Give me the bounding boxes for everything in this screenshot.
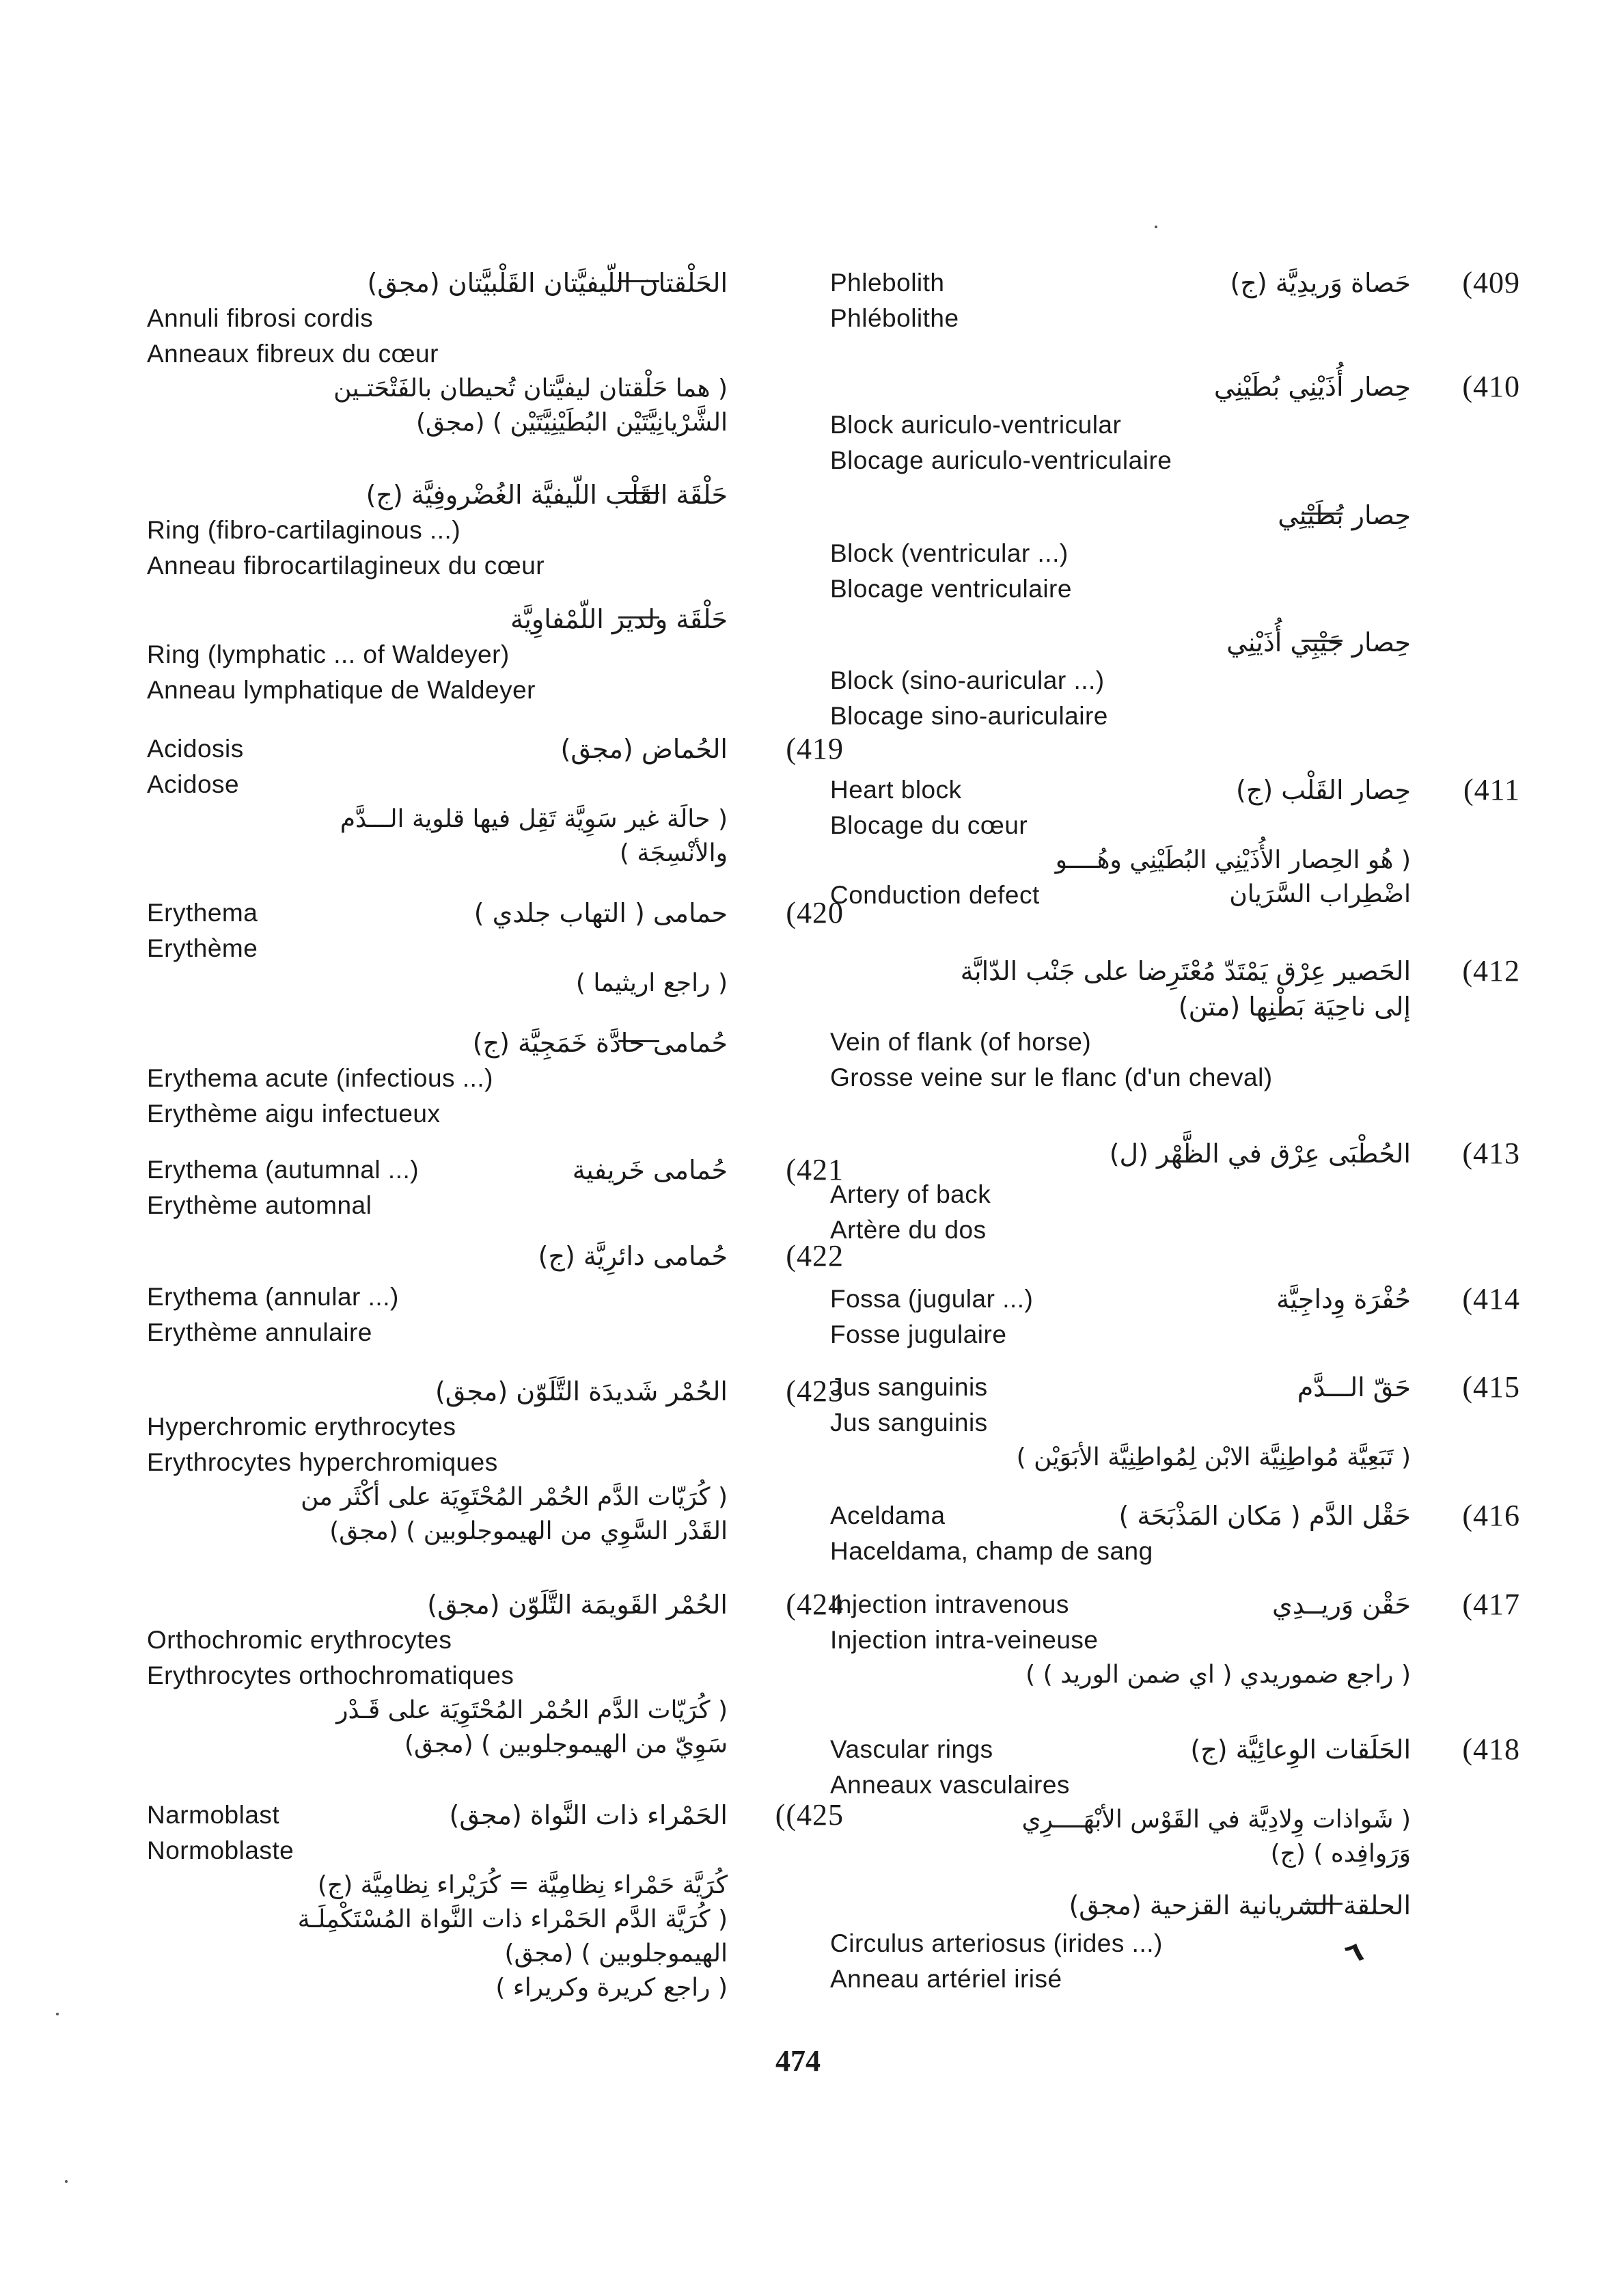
english-term: Erythema — [147, 899, 258, 927]
arabic-term: حَلْقَة القَلْب اللّيفيَّة الغُضْروفِيَّة (ج) — [366, 480, 728, 510]
arabic-term: الحَلْقتان اللّيفيَّتان القَلْبيَّتان (مجق) — [367, 268, 728, 298]
arabic-note: والأنْسِجَة ) — [619, 839, 728, 867]
left-column — [147, 0, 844, 2284]
entry-number: (410 — [1462, 370, 1520, 403]
french-term: Erythrocytes orthochromatiques — [147, 1661, 514, 1689]
arabic-term: حَقْل الدَّم ( مَكان المَذْبَحَة ) — [1118, 1501, 1411, 1531]
french-term: Anneaux vasculaires — [830, 1771, 1070, 1799]
entry-423 — [147, 1374, 844, 1549]
arabic-note: الهيموجلوبين ) (مجق) — [504, 1940, 728, 1968]
entry-418 — [830, 1732, 1520, 1871]
arabic-note: القَدْر السَّوِي من الهيموجلوبين ) (مجق) — [329, 1517, 728, 1545]
entry-425 — [147, 1797, 844, 2005]
entry-414 — [830, 1281, 1520, 1352]
entry-block-sino-auricular — [830, 625, 1513, 734]
arabic-term: حُفْرَة وِداجِيَّة — [1276, 1284, 1411, 1314]
entry-annuli-fibrosi — [147, 265, 830, 440]
english-term: Vascular rings — [830, 1735, 993, 1763]
french-term: Injection intra-veineuse — [830, 1626, 1099, 1654]
arabic-note: ( راجع كريرة وكريراء ) — [495, 1974, 728, 2002]
entry-417 — [830, 1587, 1520, 1692]
arabic-note: ( كُرَيّات الدَّم الحُمْر المُحْتَوِيَة على أكْثَر من — [301, 1483, 728, 1511]
arabic-term: الحَصير عِرْق يَمْتَدّ مُعْتَرِضا على جَنْب الدّابَّة — [960, 956, 1411, 986]
english-term: Block auriculo-ventricular — [830, 411, 1122, 439]
arabic-term: حَلْقَة ولدير اللّمْفاوِيَّة — [510, 604, 728, 634]
french-term: Blocage auriculo-ventriculaire — [830, 446, 1172, 474]
english-term: Ring (lymphatic ... of Waldeyer) — [147, 640, 510, 668]
french-term: Erythème annulaire — [147, 1318, 372, 1346]
scan-speck — [1155, 226, 1157, 228]
french-term: Normoblaste — [147, 1836, 294, 1864]
entry-424 — [147, 1587, 844, 1762]
arabic-note: ( راجع ضموريدي ( اي ضمن الوريد ) ) — [1026, 1661, 1411, 1689]
entry-number: (415 — [1462, 1370, 1520, 1404]
french-term: Fosse jugulaire — [830, 1320, 1007, 1348]
entry-410 — [830, 369, 1520, 478]
entry-421 — [147, 1152, 844, 1223]
arabic-note: الشَّرْيانِيَّتَيْن البُطَيْنِيَّتَيْن ) (مجق) — [415, 409, 728, 437]
entry-409 — [830, 265, 1520, 336]
arabic-term: الحَلَقات الوِعائِيَّة (ج) — [1190, 1735, 1411, 1765]
entry-412 — [830, 953, 1520, 1096]
entry-number: (413 — [1462, 1137, 1520, 1170]
english-term: Acidosis — [147, 735, 244, 763]
french-term: Phlébolithe — [830, 304, 959, 332]
arabic-term: حَقّ الـــدَّم — [1297, 1372, 1411, 1402]
french-term: Erythème — [147, 934, 258, 962]
entry-419 — [147, 731, 844, 871]
english-term: Orthochromic erythrocytes — [147, 1626, 452, 1654]
english-term: Block (ventricular ...) — [830, 539, 1069, 567]
arabic-note: كُرَيَّة حَمْراء نِظامِيَّة = كُرَيْراء نِظامِيَّة (ج) — [317, 1871, 728, 1899]
entry-ring-fibrocartilaginous — [147, 477, 830, 584]
english-term: Heart block — [830, 776, 962, 804]
page-number: 474 — [775, 2044, 821, 2078]
entry-number: (412 — [1462, 954, 1520, 988]
arabic-term: الحُمْر القَويمَة التَّلَوّن (مجق) — [427, 1590, 728, 1620]
entry-block-ventricular — [830, 498, 1513, 607]
entry-number: (414 — [1462, 1282, 1520, 1316]
arabic-term: حِصار القَلْب (ج) — [1236, 775, 1411, 805]
entry-ring-lymphatic — [147, 601, 830, 708]
entry-number: (422 — [786, 1239, 844, 1273]
entry-413 — [830, 1136, 1520, 1248]
entry-number: (423 — [786, 1374, 844, 1408]
arabic-term: الحَمْراء ذات النَّواة (مجق) — [449, 1800, 728, 1830]
arabic-term: حِصار بُطَيْنِي — [1278, 500, 1411, 530]
english-term: Fossa (jugular ...) — [830, 1285, 1034, 1313]
french-term: Jus sanguinis — [830, 1409, 988, 1437]
french-term: Erythrocytes hyperchromiques — [147, 1448, 498, 1476]
french-term: Erythème aigu infectueux — [147, 1100, 441, 1128]
french-term: Haceldama, champ de sang — [830, 1537, 1153, 1565]
english-term: Narmoblast — [147, 1801, 280, 1829]
french-term: Grosse veine sur le flanc (d'un cheval) — [830, 1063, 1273, 1091]
arabic-term: الحلقة الشريانية القزحية (مجق) — [1069, 1890, 1411, 1920]
right-column — [830, 0, 1520, 2284]
entry-number: (421 — [786, 1153, 844, 1186]
french-term: Anneau lymphatique de Waldeyer — [147, 676, 536, 704]
french-term: Blocage sino-auriculaire — [830, 702, 1108, 730]
arabic-term: حُمامى خَريفية — [572, 1155, 728, 1185]
english-term: Jus sanguinis — [830, 1373, 988, 1401]
scan-speck — [65, 2180, 68, 2183]
arabic-term: حُمامى حادَّة خَمَجِيَّة (ج) — [472, 1028, 728, 1058]
entry-number: (418 — [1462, 1732, 1520, 1766]
english-term: Erythema (autumnal ...) — [147, 1156, 419, 1184]
arabic-term: حِصار أُذَيْنِي بُطَيْنِي — [1213, 372, 1411, 402]
entry-circulus-arteriosus — [830, 1888, 1513, 1997]
arabic-term: حِصار جَيْبِي أُذَيْنِي — [1226, 627, 1411, 657]
entry-number: (420 — [786, 896, 844, 929]
entry-number: (416 — [1462, 1499, 1520, 1532]
arabic-term: الحُماض (مجق) — [560, 734, 728, 764]
english-term: Erythema acute (infectious ...) — [147, 1064, 493, 1092]
french-term: Anneau fibrocartilagineux du cœur — [147, 552, 545, 580]
entry-number: (411 — [1463, 773, 1520, 806]
entry-415 — [830, 1370, 1520, 1475]
arabic-note: ( شَواذات وِلادِيَّة في القَوْس الأبْهَــــرِي — [1021, 1806, 1411, 1834]
english-term: Artery of back — [830, 1180, 991, 1208]
english-term: Phlebolith — [830, 269, 945, 297]
arabic-term-continued: إلى ناحِيَة بَطْنِها (متن) — [1178, 992, 1411, 1022]
french-term: Anneau artériel irisé — [830, 1965, 1062, 1993]
french-term: Erythème automnal — [147, 1191, 372, 1219]
english-term: Aceldama — [830, 1501, 946, 1530]
arabic-note: سَوِيّ من الهيموجلوبين ) (مجق) — [404, 1730, 728, 1758]
french-term: Anneaux fibreux du cœur — [147, 340, 439, 368]
english-term: Hyperchromic erythrocytes — [147, 1413, 456, 1441]
arabic-term: الحُمْر شَديدَة التَّلَوّن (مجق) — [435, 1376, 728, 1406]
arabic-term: الحُطْبَى عِرْق في الظَّهْر (ل) — [1109, 1139, 1411, 1169]
arabic-term: حَقْن وَريــدِي — [1272, 1590, 1411, 1620]
arabic-note: اضْطِراب السَّرَيان — [1229, 880, 1411, 908]
entry-erythema-acute — [147, 1025, 830, 1132]
arabic-note: ( كُرَيّات الدَّم الحُمْر المُحْتَوِيَة على قَـدْر — [336, 1696, 728, 1724]
arabic-term: حمامى ( التهاب جلدي ) — [473, 898, 728, 928]
english-term: Vein of flank (of horse) — [830, 1028, 1092, 1056]
entry-number: (417 — [1462, 1588, 1520, 1621]
arabic-note: وَرَوافِده ) (ج) — [1270, 1840, 1411, 1868]
arabic-note: ( حالَة غير سَوِيَّة تَقِل فيها قلوية الـــدَّم — [340, 805, 728, 833]
entry-number: ((425 — [775, 1798, 844, 1832]
arabic-note: ( هما حَلْقتان ليفيَّتان تُحيطان بالفَتْحَتـين — [333, 375, 728, 403]
arabic-note: ( راجع اريثيما ) — [575, 969, 728, 997]
handwritten-mark: ٦ — [1341, 1936, 1368, 1970]
entry-number: (409 — [1462, 266, 1520, 299]
entry-420 — [147, 895, 844, 1001]
english-term: Erythema (annular ...) — [147, 1283, 399, 1311]
arabic-term: حَصاة وَريدِيَّة (ج) — [1230, 268, 1411, 298]
english-term: Conduction defect — [830, 881, 1040, 909]
arabic-note: ( تَبَعِيَّة مُواطِنِيَّة الابْن لِمُواطِنِيَّة الأبَوَيْن ) — [1016, 1443, 1411, 1471]
french-term: Blocage du cœur — [830, 811, 1028, 839]
entry-422 — [147, 1238, 844, 1350]
french-term: Blocage ventriculaire — [830, 575, 1072, 603]
french-term: Acidose — [147, 770, 240, 798]
english-term: Circulus arteriosus (irides ...) — [830, 1929, 1163, 1957]
entry-411 — [830, 772, 1520, 913]
arabic-term: حُمامى دائرِيَّة (ج) — [538, 1241, 728, 1271]
english-term: Block (sino-auricular ...) — [830, 666, 1105, 694]
french-term: Artère du dos — [830, 1216, 987, 1244]
english-term: Injection intravenous — [830, 1590, 1069, 1618]
entry-number: (419 — [786, 732, 844, 765]
entry-number: (424 — [786, 1588, 844, 1621]
scan-speck — [56, 2013, 59, 2015]
english-term: Annuli fibrosi cordis — [147, 304, 374, 332]
arabic-note: ( هُو الحِصار الأُذَيْنِي البُطَيْنِي وهُــــو — [1055, 846, 1411, 874]
entry-416 — [830, 1498, 1520, 1569]
arabic-note: ( كُرَيَّة الدَّم الحَمْراء ذات النَّواة المُسْتَكْمِلَـة — [297, 1905, 728, 1933]
english-term: Ring (fibro-cartilaginous ...) — [147, 516, 461, 544]
